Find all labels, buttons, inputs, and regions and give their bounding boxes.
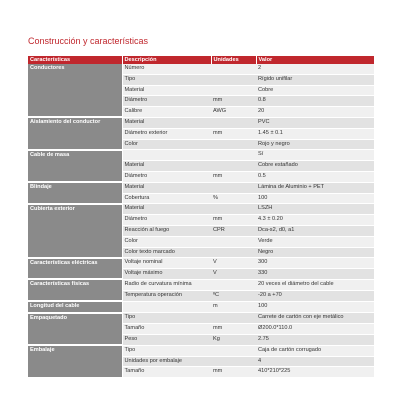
unit-cell: mm bbox=[211, 367, 256, 378]
description-cell: Tipo bbox=[122, 345, 211, 356]
header-valor: Valor bbox=[256, 56, 374, 64]
table-row bbox=[28, 301, 374, 313]
unit-cell bbox=[211, 182, 256, 193]
description-cell: Cobertura bbox=[122, 193, 211, 204]
value-cell: Caja de cartón corrugado bbox=[256, 345, 374, 356]
header-unidades: Unidades bbox=[211, 56, 256, 64]
description-cell: Tipo bbox=[122, 74, 211, 85]
unit-cell bbox=[211, 161, 256, 172]
description-cell: Radio de curvatura mínima bbox=[122, 279, 211, 290]
unit-cell bbox=[211, 279, 256, 290]
unit-cell bbox=[211, 345, 256, 356]
description-cell: Calibre bbox=[122, 107, 211, 118]
category-cell: Embalaje bbox=[28, 345, 122, 377]
unit-cell: % bbox=[211, 193, 256, 204]
description-cell: Color bbox=[122, 236, 211, 247]
category-cell: Empaquetado bbox=[28, 313, 122, 345]
description-cell: Material bbox=[122, 161, 211, 172]
value-cell: PVC bbox=[256, 117, 374, 128]
value-cell: Lámina de Aluminio + PET bbox=[256, 182, 374, 193]
value-cell: 0.8 bbox=[256, 96, 374, 107]
header-descripcion: Descripción bbox=[122, 56, 211, 64]
value-cell: Cobre estañado bbox=[256, 161, 374, 172]
description-cell: Peso bbox=[122, 334, 211, 345]
category-cell: Cable de masa bbox=[28, 150, 122, 182]
category-cell: Cubierta exterior bbox=[28, 204, 122, 258]
unit-cell bbox=[211, 85, 256, 96]
unit-cell: V bbox=[211, 258, 256, 269]
value-cell: 1.45 ± 0.1 bbox=[256, 128, 374, 139]
value-cell: 330 bbox=[256, 269, 374, 280]
unit-cell: mm bbox=[211, 171, 256, 182]
unit-cell bbox=[211, 117, 256, 128]
description-cell: Material bbox=[122, 204, 211, 215]
value-cell: LSZH bbox=[256, 204, 374, 215]
value-cell: Negro bbox=[256, 247, 374, 258]
table-row bbox=[28, 345, 374, 356]
table-row bbox=[28, 182, 374, 193]
description-cell: Diámetro exterior bbox=[122, 128, 211, 139]
unit-cell bbox=[211, 247, 256, 258]
value-cell: Rojo y negro bbox=[256, 139, 374, 150]
unit-cell bbox=[211, 139, 256, 150]
page-title: Construcción y características bbox=[28, 36, 149, 46]
unit-cell bbox=[211, 204, 256, 215]
value-cell: 2 bbox=[256, 64, 374, 74]
table-row bbox=[28, 258, 374, 269]
value-cell: -20 a +70 bbox=[256, 290, 374, 301]
table-row bbox=[28, 64, 374, 74]
category-cell: Características eléctricas bbox=[28, 258, 122, 280]
description-cell: Reacción al fuego bbox=[122, 225, 211, 236]
value-cell: 2.75 bbox=[256, 334, 374, 345]
table-row bbox=[28, 117, 374, 128]
unit-cell: Kg bbox=[211, 334, 256, 345]
description-cell: Unidades por embalaje bbox=[122, 356, 211, 367]
description-cell: Voltaje máximo bbox=[122, 269, 211, 280]
value-cell: Ø200.0*110.0 bbox=[256, 324, 374, 335]
description-cell: Número bbox=[122, 64, 211, 74]
value-cell: Dca-s2, d0, a1 bbox=[256, 225, 374, 236]
description-cell: Tipo bbox=[122, 313, 211, 324]
value-cell: Verde bbox=[256, 236, 374, 247]
description-cell: Diámetro bbox=[122, 96, 211, 107]
value-cell: 100 bbox=[256, 193, 374, 204]
value-cell: Cobre bbox=[256, 85, 374, 96]
description-cell bbox=[122, 150, 211, 161]
value-cell: Sí bbox=[256, 150, 374, 161]
category-cell: Aislamiento del conductor bbox=[28, 117, 122, 149]
value-cell: 4 bbox=[256, 356, 374, 367]
value-cell: 4.3 ± 0.20 bbox=[256, 215, 374, 226]
value-cell: 20 veces el diámetro del cable bbox=[256, 279, 374, 290]
value-cell: 410*210*225 bbox=[256, 367, 374, 378]
description-cell: Material bbox=[122, 117, 211, 128]
unit-cell bbox=[211, 64, 256, 74]
category-cell: Longitud del cable bbox=[28, 301, 122, 313]
unit-cell: ºC bbox=[211, 290, 256, 301]
value-cell: Rígido unifilar bbox=[256, 74, 374, 85]
description-cell: Tamaño bbox=[122, 324, 211, 335]
value-cell: 100 bbox=[256, 301, 374, 313]
table-row bbox=[28, 150, 374, 161]
description-cell: Diámetro bbox=[122, 215, 211, 226]
value-cell: 0.5 bbox=[256, 171, 374, 182]
spec-table bbox=[28, 56, 374, 379]
table-row bbox=[28, 313, 374, 324]
category-cell: Características físicas bbox=[28, 279, 122, 301]
description-cell: Tamaño bbox=[122, 367, 211, 378]
unit-cell: mm bbox=[211, 324, 256, 335]
description-cell: Material bbox=[122, 85, 211, 96]
unit-cell bbox=[211, 313, 256, 324]
description-cell: Voltaje nominal bbox=[122, 258, 211, 269]
unit-cell: CPR bbox=[211, 225, 256, 236]
category-cell: Blindaje bbox=[28, 182, 122, 204]
category-cell: Conductores bbox=[28, 64, 122, 117]
spec-table-body bbox=[28, 64, 374, 378]
unit-cell bbox=[211, 236, 256, 247]
unit-cell: mm bbox=[211, 215, 256, 226]
unit-cell bbox=[211, 74, 256, 85]
description-cell bbox=[122, 301, 211, 313]
unit-cell: m bbox=[211, 301, 256, 313]
description-cell: Color texto marcado bbox=[122, 247, 211, 258]
description-cell: Color bbox=[122, 139, 211, 150]
unit-cell: AWG bbox=[211, 107, 256, 118]
table-row bbox=[28, 204, 374, 215]
unit-cell: V bbox=[211, 269, 256, 280]
description-cell: Material bbox=[122, 182, 211, 193]
description-cell: Diámetro bbox=[122, 171, 211, 182]
unit-cell: mm bbox=[211, 96, 256, 107]
unit-cell bbox=[211, 356, 256, 367]
table-header-row bbox=[28, 56, 374, 64]
value-cell: 20 bbox=[256, 107, 374, 118]
description-cell: Temperatura operación bbox=[122, 290, 211, 301]
header-caracteristicas: Características bbox=[28, 56, 122, 64]
table-row bbox=[28, 279, 374, 290]
value-cell: Carrete de cartón con eje metálico bbox=[256, 313, 374, 324]
unit-cell: mm bbox=[211, 128, 256, 139]
value-cell: 300 bbox=[256, 258, 374, 269]
unit-cell bbox=[211, 150, 256, 161]
